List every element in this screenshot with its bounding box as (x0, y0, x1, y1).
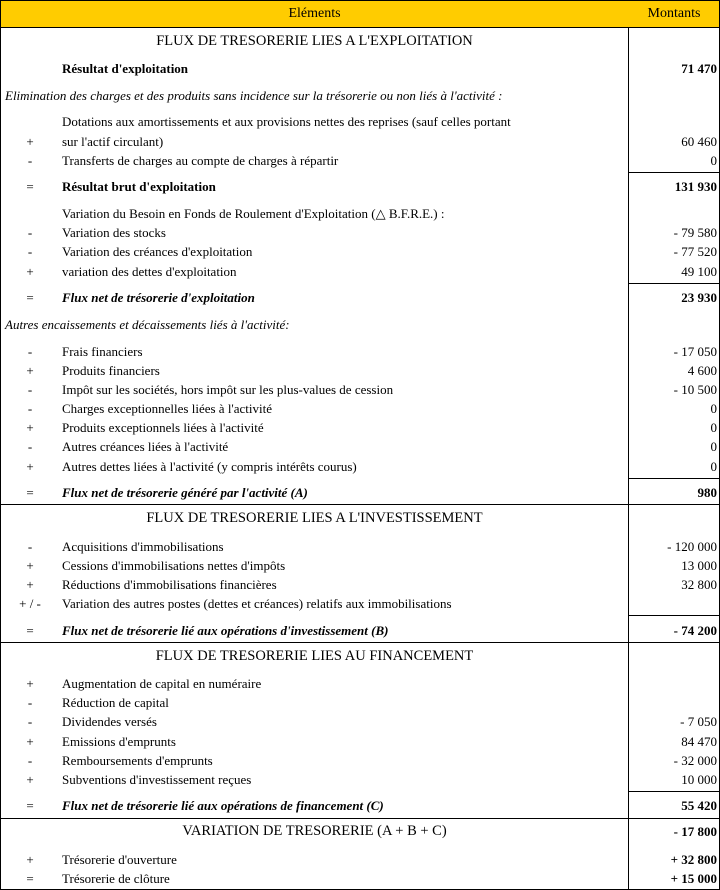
row-value: 0 (710, 401, 717, 416)
row-label: Subventions d'investissement reçues (62, 772, 252, 787)
row-sign: = (26, 623, 34, 638)
row-value: 0 (710, 439, 717, 454)
row-sign: + (26, 363, 34, 378)
section-divider (1, 818, 719, 819)
table-row (1, 223, 719, 242)
row-value: 60 460 (681, 134, 717, 149)
row-sign: - (27, 714, 33, 729)
row-value: 0 (710, 153, 717, 168)
table-row (1, 869, 719, 888)
row-sign: - (27, 695, 33, 710)
table-row (1, 437, 719, 456)
row-sign: + (26, 264, 34, 279)
row-label: variation des dettes d'exploitation (62, 264, 237, 279)
header-amounts: Montants (647, 6, 701, 21)
table-row (1, 361, 719, 380)
total-divider (628, 615, 719, 616)
autres-note: Autres encaissements et décaissements liés à l'activité: (5, 317, 290, 332)
table-row (1, 262, 719, 281)
row-label: Réductions d'immobilisations financières (62, 577, 277, 592)
row-value: 131 930 (674, 179, 717, 194)
row-sign: + / - (19, 596, 41, 611)
row-sign: = (26, 485, 34, 500)
table-row (1, 712, 719, 731)
row-sign: = (26, 871, 34, 886)
row-value: - 77 520 (673, 244, 717, 259)
row-sign: + (26, 134, 34, 149)
table-row (1, 594, 719, 613)
total-row (1, 621, 719, 640)
table-row (1, 112, 719, 131)
elimination-note: Elimination des charges et des produits sans incidence sur la trésorerie ou non liés à l'activité : (5, 88, 503, 103)
row-label: Acquisitions d'immobilisations (62, 539, 224, 554)
row-label: Cessions d'immobilisations nettes d'impôts (62, 558, 286, 573)
variation-value: - 17 800 (673, 824, 717, 839)
row-label: Produits financiers (62, 363, 160, 378)
row-label: Charges exceptionnelles liées à l'activité (62, 401, 273, 416)
row-label: Remboursements d'emprunts (62, 753, 213, 768)
row-sign: - (27, 401, 33, 416)
row-value: - 17 050 (673, 344, 717, 359)
table-row (1, 751, 719, 770)
section-title-financement: FLUX DE TRESORERIE LIES AU FINANCEMENT (155, 648, 474, 664)
total-row (1, 288, 719, 307)
table-row (1, 418, 719, 437)
row-sign: + (26, 676, 34, 691)
section-divider (1, 642, 719, 643)
table-row (1, 204, 719, 223)
row-sign: = (26, 290, 34, 305)
table-row (1, 674, 719, 693)
row-label: Autres créances liées à l'activité (62, 439, 229, 454)
table-row (1, 242, 719, 261)
row-sign: - (27, 344, 33, 359)
section-title-variation: VARIATION DE TRESORERIE (A + B + C) (182, 823, 447, 839)
row-label: Produits exceptionnels liées à l'activité (62, 420, 264, 435)
row-value: 10 000 (681, 772, 717, 787)
row-value: 4 600 (687, 363, 717, 378)
table-row (1, 732, 719, 751)
row-value: + 15 000 (670, 871, 717, 886)
row-sign: - (27, 439, 33, 454)
row-label: Dividendes versés (62, 714, 157, 729)
row-sign: + (26, 577, 34, 592)
row-sign: - (27, 753, 33, 768)
row-label: Flux net de trésorerie lié aux opérations d'investissement (B) (62, 623, 389, 638)
row-value: 13 000 (681, 558, 717, 573)
total-row (1, 483, 719, 502)
row-value: - 7 050 (680, 714, 717, 729)
row-label: Frais financiers (62, 344, 143, 359)
row-label: Dotations aux amortissements et aux provisions nettes des reprises (sauf celles portant (62, 114, 511, 129)
total-row (1, 796, 719, 815)
row-value: 980 (697, 485, 717, 500)
row-sign: + (26, 459, 34, 474)
section-divider (1, 504, 719, 505)
table-row (1, 537, 719, 556)
row-value: 71 470 (681, 61, 717, 76)
table-row (1, 86, 719, 105)
row-sign: + (26, 734, 34, 749)
table-row (1, 342, 719, 361)
section-title-investissement: FLUX DE TRESORERIE LIES A L'INVESTISSEMENT (146, 510, 483, 526)
row-value: 55 420 (681, 798, 717, 813)
row-value: - 10 500 (673, 382, 717, 397)
table-row (1, 556, 719, 575)
row-label: Réduction de capital (62, 695, 169, 710)
row-sign: - (27, 244, 33, 259)
section-title-row (1, 32, 719, 51)
row-label: Trésorerie d'ouverture (62, 852, 177, 867)
row-value: - 120 000 (667, 539, 717, 554)
row-sign: = (26, 798, 34, 813)
table-row (1, 399, 719, 418)
row-sign: + (26, 420, 34, 435)
table-row (1, 132, 719, 151)
row-sign: = (26, 179, 34, 194)
row-value: 0 (710, 420, 717, 435)
row-label: Résultat d'exploitation (62, 61, 189, 76)
total-divider (628, 172, 719, 173)
row-label: Emissions d'emprunts (62, 734, 176, 749)
row-value: 0 (710, 459, 717, 474)
row-value: 49 100 (681, 264, 717, 279)
table-row (1, 850, 719, 869)
table-row (1, 770, 719, 789)
row-label: Augmentation de capital en numéraire (62, 676, 262, 691)
row-value: - 79 580 (673, 225, 717, 240)
total-divider (628, 283, 719, 284)
total-divider (628, 478, 719, 479)
table-row (1, 457, 719, 476)
row-label: Variation des stocks (62, 225, 166, 240)
section-title-row (1, 647, 719, 666)
row-sign: - (27, 225, 33, 240)
row-label: Flux net de trésorerie d'exploitation (62, 290, 255, 305)
row-value: - 32 000 (673, 753, 717, 768)
row-sign: - (27, 153, 33, 168)
row-sign: + (26, 558, 34, 573)
row-label: Flux net de trésorerie lié aux opérations de financement (C) (62, 798, 384, 813)
table-row (1, 59, 719, 78)
header-elements: Eléments (288, 6, 341, 21)
table-row (1, 575, 719, 594)
row-value: 32 800 (681, 577, 717, 592)
row-label: Autres dettes liées à l'activité (y compris intérêts courus) (62, 459, 357, 474)
row-label: Flux net de trésorerie généré par l'activité (A) (62, 485, 308, 500)
table-row (1, 151, 719, 170)
table-row (1, 315, 719, 334)
row-value: 84 470 (681, 734, 717, 749)
row-label: Variation des autres postes (dettes et créances) relatifs aux immobilisations (62, 596, 452, 611)
row-label: Impôt sur les sociétés, hors impôt sur les plus-values de cession (62, 382, 394, 397)
bfre-label: Variation du Besoin en Fonds de Roulement d'Exploitation (△ B.F.R.E.) : (62, 206, 445, 221)
row-sign: - (27, 382, 33, 397)
total-row (1, 177, 719, 196)
row-label: Variation des créances d'exploitation (62, 244, 253, 259)
row-sign: + (26, 852, 34, 867)
total-divider (628, 791, 719, 792)
section-title-exploitation: FLUX DE TRESORERIE LIES A L'EXPLOITATION (156, 33, 473, 49)
table-header (1, 1, 719, 28)
variation-row (1, 822, 719, 841)
row-label: Trésorerie de clôture (62, 871, 170, 886)
row-sign: + (26, 772, 34, 787)
row-sign: - (27, 539, 33, 554)
row-value: + 32 800 (670, 852, 717, 867)
table-row (1, 380, 719, 399)
table-row (1, 693, 719, 712)
row-label: Résultat brut d'exploitation (62, 179, 216, 194)
row-value: 23 930 (681, 290, 717, 305)
row-value: - 74 200 (673, 623, 717, 638)
section-title-row (1, 509, 719, 528)
row-label: Transferts de charges au compte de charges à répartir (62, 153, 339, 168)
row-label: sur l'actif circulant) (62, 134, 164, 149)
